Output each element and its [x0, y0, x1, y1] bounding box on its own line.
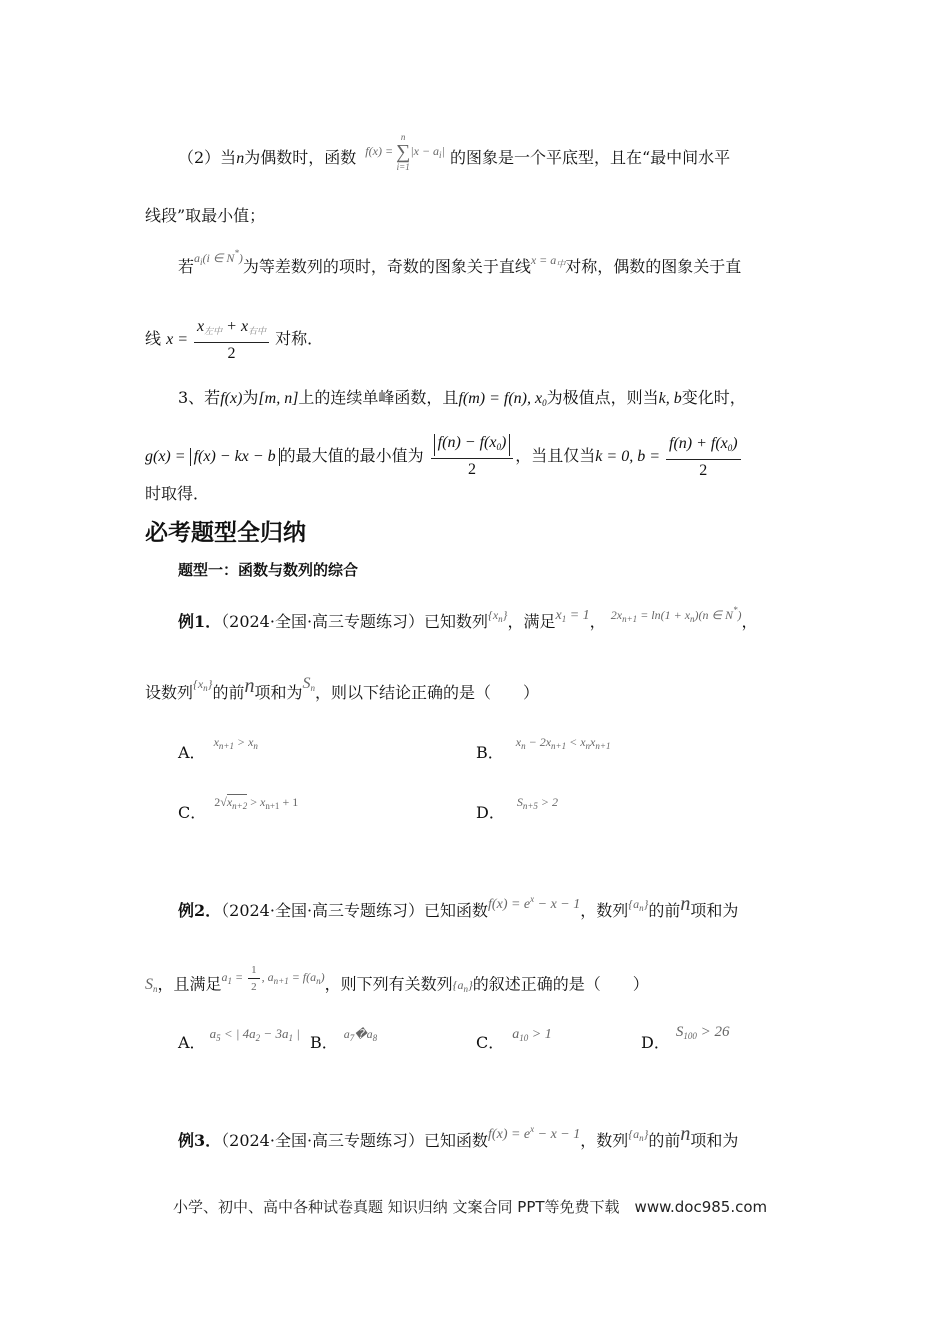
- option-a-formula: xn+1 > xn: [213, 735, 258, 751]
- formula-x-mid-avg: x = $\frac{x_{左中} + x_{右中}}{2}$: [166, 331, 275, 348]
- formula-fm-eq-fn: f(m) = f(n), $x_0$: [458, 390, 547, 408]
- formula-xn-set: {xn}: [488, 608, 508, 624]
- formula-recurrence: 2xn+1 = ln(1 + xn)(n ∈ N*): [610, 605, 742, 624]
- formula-fx: f(x): [220, 390, 243, 407]
- example-1-option-b[interactable]: B．$^{x_n - 2x_{n+1} < x_nx_{n+1}}$: [476, 735, 611, 762]
- section-title: 必考题型全归纳: [145, 520, 306, 546]
- formula-an-set-3: {an}: [628, 1127, 649, 1143]
- option-c-formula: 2√xn+2 > xn+1 + 1: [214, 795, 299, 811]
- para-arith-line1: 若$^{a_i(i \in N^*)}$为等差数列的项时，奇数的图象关于直线$^{x = a_中}$对称，偶数的图象关于直: [178, 248, 742, 276]
- formula-an-set-2: $\{a_n\}$: [452, 978, 473, 995]
- option-c-formula: $a_{10} > 1$: [512, 1027, 552, 1043]
- page-footer: 小学、初中、高中各种试卷真题 知识归纳 文案合同 PPT等免费下载 www.doc985.com: [173, 1198, 768, 1216]
- para-3-line2: g(x) = f(x) − kx − b 的最大值的最小值为 $\frac{f(n) - f(x_0)}{2}$ ，当且仅当k = 0, b = $\frac{f(n) + f(x_0)}{2}$: [145, 434, 743, 480]
- para-2-line1: （2）当n为偶数时，函数 f(x) = n ∑ $i=1|x - a_i|$ 的图象是一个平底型，且在“最中间水平: [178, 132, 731, 172]
- formula-interval-mn: [m, n]: [258, 390, 299, 407]
- example-1-line1: 例1．（2024·全国·高三专题练习）已知数列$^{\{x_n\}}$，满足$x_1 = 1$， $^{2x_{n+1} = ln(1 + x_n)(n \in N^*)}$，: [178, 605, 758, 631]
- formula-n-3: n: [680, 1123, 691, 1145]
- formula-n: n: [244, 675, 255, 697]
- example-3-label: 例3．: [178, 1131, 222, 1150]
- formula-min-max-value: $\frac{f(n) - f(x_0)}{2}$: [431, 434, 514, 479]
- example-1-label: 例1．: [178, 612, 222, 631]
- example-2-option-a[interactable]: A． $^{a_5 < | 4a_2 - 3a_1 |}$: [178, 1026, 300, 1052]
- formula-k-b: k, b: [658, 390, 682, 407]
- formula-a1-recurrence: a1 = 1 2 , an+1 = f(an): [221, 964, 325, 993]
- formula-x-eq-a-mid: x = a中: [530, 253, 566, 269]
- formula-xn-set-2: {xn}: [193, 677, 213, 693]
- example-1-line2: 设数列$^{\{x_n\}}$的前n项和为$S_n$，则以下结论正确的是（ ）: [145, 675, 539, 702]
- option-d-formula: Sn+5 > 2: [516, 795, 559, 811]
- formula-k0-b: k = 0, b = $\frac{f(n) + f(x_0)}{2}$: [595, 448, 742, 465]
- para-arith-line2: 线 x = $\frac{x_{左中} + x_{右中}}{2}$ 对称．: [145, 318, 324, 362]
- formula-f-exp-3: $f(x) = e^x - x - 1$: [488, 1124, 581, 1142]
- para-2-line2: 线段”取最小值；: [145, 206, 266, 225]
- example-2-option-c[interactable]: C． $a_{10} > 1$: [476, 1027, 552, 1052]
- formula-an-set: {an}: [628, 897, 649, 913]
- option-d-formula: $S_{100} > 26$: [675, 1024, 730, 1041]
- formula-Sn: $S_n$: [302, 675, 315, 693]
- option-b-formula: a7�a8: [343, 1027, 378, 1043]
- example-3-line1: 例3．（2024·全国·高三专题练习）已知函数$f(x) = e^x - x - 1$，数列$^{\{a_n\}}$的前n项和为: [178, 1123, 739, 1150]
- formula-x1-eq-1: $x_1 = 1$: [555, 608, 590, 624]
- formula-gx: g(x) = f(x) − kx − b: [145, 448, 280, 465]
- formula-n-2: n: [680, 893, 691, 915]
- math-n: n: [236, 149, 245, 167]
- para-3-line1: 3、若f(x)为[m, n]上的连续单峰函数，且f(m) = f(n), $x_0$为极值点，则当k, b变化时，: [178, 388, 746, 408]
- example-1-option-a[interactable]: A．$^{x_{n+1} > x_n}$: [178, 735, 258, 762]
- formula-f-sum: f(x) = n ∑ $i=1|x - a_i|$: [365, 132, 445, 172]
- type-1-title: 题型一：函数与数列的综合: [178, 561, 359, 579]
- formula-ai: ai(i ∈ N*): [194, 248, 243, 267]
- example-2-option-b[interactable]: B． $^{a_7�a_8}$: [310, 1027, 378, 1052]
- example-2-line1: 例2．（2024·全国·高三专题练习）已知函数$f(x) = e^x - x - 1$，数列$^{\{a_n\}}$的前n项和为: [178, 893, 739, 920]
- example-2-line2: $S_n$，且满足$^{a_1 = \frac{1}{2} , a_{n+1} = f(a_n)}$，则下列有关数列$\{a_n\}$的叙述正确的是（ ）: [145, 964, 649, 995]
- example-2-label: 例2．: [178, 901, 222, 920]
- example-2-option-d[interactable]: D．$S_{100} > 26$: [641, 1024, 730, 1052]
- formula-Sn-2: $S_n$: [145, 976, 158, 995]
- example-1-option-d[interactable]: D．$^{S_{n+5} > 2}$: [476, 795, 559, 822]
- para-3-line3: 时取得．: [145, 484, 210, 503]
- formula-f-exp: $f(x) = e^x - x - 1$: [488, 894, 581, 912]
- option-a-formula: a5 < | 4a2 − 3a1 |: [209, 1026, 300, 1043]
- option-b-formula: xn − 2xn+1 < xnxn+1: [515, 735, 611, 751]
- example-1-option-c[interactable]: C．$^{2√x_{n+2} > x_{n+1} + 1}$: [178, 795, 299, 822]
